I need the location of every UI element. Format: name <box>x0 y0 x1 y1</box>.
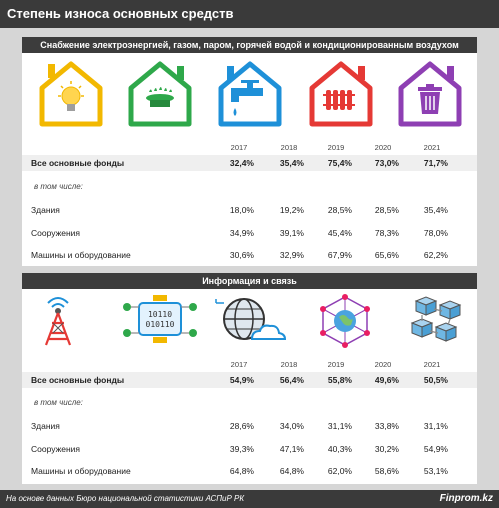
table-row <box>22 418 477 434</box>
year-label: 2020 <box>374 360 392 369</box>
cell-value: 19,2% <box>279 205 304 215</box>
cell-value: 64,8% <box>279 466 304 476</box>
binary-data-icon <box>119 295 201 345</box>
year-label: 2019 <box>327 360 345 369</box>
cell-value: 32,4% <box>229 158 254 168</box>
ict-years-row <box>22 360 477 372</box>
row-label: Машины и оборудование <box>31 466 131 476</box>
cell-value: 28,5% <box>374 205 399 215</box>
cell-value: 45,4% <box>327 228 352 238</box>
year-label: 2019 <box>327 143 345 152</box>
cell-value: 39,3% <box>229 444 254 454</box>
water-tap-house-icon <box>213 58 287 128</box>
cell-value: 35,4% <box>279 158 304 168</box>
year-label: 2020 <box>374 143 392 152</box>
footer-bar <box>0 490 499 508</box>
cell-value: 18,0% <box>229 205 254 215</box>
content-frame <box>0 28 499 490</box>
cell-value: 78,3% <box>374 228 399 238</box>
brand-logo: Finprom.kz <box>439 493 493 504</box>
row-label: Здания <box>31 421 60 431</box>
table-row <box>22 155 477 171</box>
cell-value: 40,3% <box>327 444 352 454</box>
cell-value: 50,5% <box>423 375 448 385</box>
blockchain-cubes-icon <box>406 295 466 347</box>
year-label: 2017 <box>230 360 248 369</box>
globe-cloud-icon <box>208 293 288 349</box>
table-row <box>22 247 477 263</box>
cell-value: 78,0% <box>423 228 448 238</box>
cell-value: 53,1% <box>423 466 448 476</box>
svg-text:10110: 10110 <box>147 310 173 319</box>
ict-section <box>22 273 477 484</box>
radiator-house-icon <box>304 58 378 128</box>
row-label: Все основные фонды <box>31 158 125 168</box>
cell-value: 55,8% <box>327 375 352 385</box>
lightbulb-house-icon <box>34 58 108 128</box>
energy-years-row <box>22 143 477 155</box>
year-label: 2018 <box>280 360 298 369</box>
table-row <box>22 463 477 479</box>
network-nodes-icon <box>317 293 373 349</box>
cell-value: 30,2% <box>374 444 399 454</box>
row-label: в том числе: <box>34 182 83 191</box>
cell-value: 35,4% <box>423 205 448 215</box>
cell-value: 58,6% <box>374 466 399 476</box>
trash-bin-house-icon <box>393 58 467 128</box>
source-note: На основе данных Бюро национальной статистики АСПиР РК <box>6 494 245 503</box>
cell-value: 67,9% <box>327 250 352 260</box>
cell-value: 62,0% <box>327 466 352 476</box>
year-label: 2018 <box>280 143 298 152</box>
table-row <box>22 372 477 388</box>
table-row <box>22 441 477 457</box>
table-row <box>22 225 477 241</box>
table-row <box>22 202 477 218</box>
cell-value: 54,9% <box>423 444 448 454</box>
cell-value: 65,6% <box>374 250 399 260</box>
energy-section <box>22 37 477 266</box>
header-bar <box>0 0 499 28</box>
cell-value: 75,4% <box>327 158 352 168</box>
cell-value: 39,1% <box>279 228 304 238</box>
cell-value: 32,9% <box>279 250 304 260</box>
cell-value: 71,7% <box>423 158 448 168</box>
row-label: Сооружения <box>31 228 81 238</box>
cell-value: 73,0% <box>374 158 399 168</box>
row-label: Здания <box>31 205 60 215</box>
cell-value: 64,8% <box>229 466 254 476</box>
cell-value: 30,6% <box>229 250 254 260</box>
year-label: 2021 <box>423 143 441 152</box>
cell-value: 28,5% <box>327 205 352 215</box>
cell-value: 49,6% <box>374 375 399 385</box>
table-row <box>22 179 477 195</box>
gas-burner-house-icon <box>123 58 197 128</box>
cell-value: 47,1% <box>279 444 304 454</box>
cell-value: 33,8% <box>374 421 399 431</box>
year-label: 2017 <box>230 143 248 152</box>
cell-value: 62,2% <box>423 250 448 260</box>
cell-value: 34,0% <box>279 421 304 431</box>
row-label: Все основные фонды <box>31 375 125 385</box>
row-label: Сооружения <box>31 444 81 454</box>
cell-value: 31,1% <box>423 421 448 431</box>
cell-value: 56,4% <box>279 375 304 385</box>
cell-value: 31,1% <box>327 421 352 431</box>
cell-value: 34,9% <box>229 228 254 238</box>
row-label: в том числе: <box>34 398 83 407</box>
table-row <box>22 395 477 411</box>
page-title: Степень износа основных средств <box>7 6 234 21</box>
cell-value: 54,9% <box>229 375 254 385</box>
cell-value: 28,6% <box>229 421 254 431</box>
radio-tower-icon <box>34 293 82 347</box>
svg-text:010110: 010110 <box>145 320 175 329</box>
row-label: Машины и оборудование <box>31 250 131 260</box>
energy-section-heading: Снабжение электроэнергией, газом, паром, горячей водой и кондиционированным воздухом <box>22 37 477 53</box>
year-label: 2021 <box>423 360 441 369</box>
ict-section-heading: Информация и связь <box>22 273 477 289</box>
